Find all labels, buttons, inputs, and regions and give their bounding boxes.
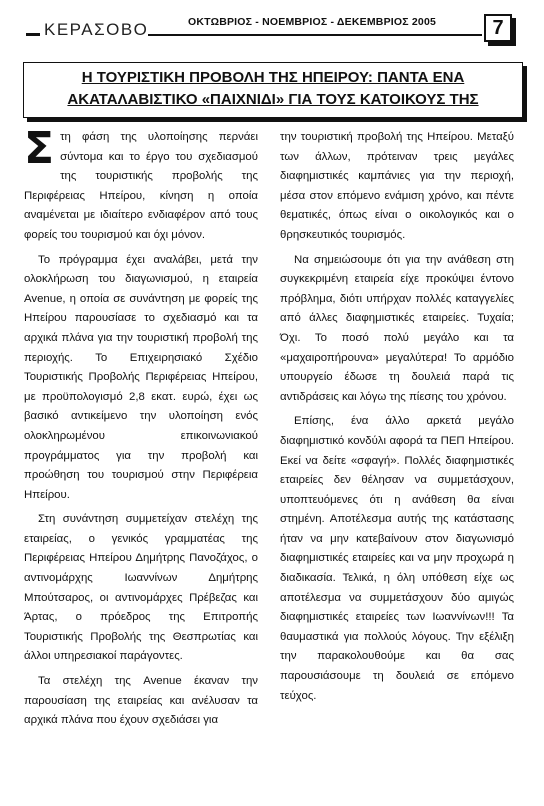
left-column [24, 123, 258, 736]
issue-date: ΟΚΤΩΒΡΙΟΣ - ΝΟΕΜΒΡΙΟΣ - ΔΕΚΕΜΒΡΙΟΣ 2005 [188, 16, 437, 28]
page-number-shadow-bottom [488, 42, 516, 46]
paragraph: Να σημειώσουμε ότι για την ανάθεση στη συγκεκριμένη εταιρεία είχε προκύψει έντονο πρόβλημα, διότι υπήρχαν πολλές καταγγελίες από άλλες διαφημιστικές εταιρείες. Τυχαία; Όχι. Το ποσό πολύ μεγάλο και τα «μαχαιροπήρουνα» μεγαλύτερα! Το αρμόδιο υπουργείο έδωσε τη δουλειά παρά τις αντιδράσεις και λόγω της πίεσης του χρόνου. [280, 253, 514, 403]
header-rule [148, 34, 482, 36]
paragraph: Στη συνάντηση συμμετείχαν στελέχη της εταιρείας, ο γενικός γραμματέας της Περιφέρειας Ηπείρου Δημήτρης Πανοζάχος, ο αντινομάρχης Ιωαννίνων Δημήτρης Μπούτσαρος, οι αντινομάρχες Πρέβεζας και Άρτας, ο πρόεδρος της Επιτροπής Τουριστικής Προβολής της Θεσπρωτίας και άλλοι υπηρεσιακοί παράγοντες. [24, 513, 258, 663]
article-title: Η ΤΟΥΡΙΣΤΙΚΗ ΠΡΟΒΟΛΗ ΤΗΣ ΗΠΕΙΡΟΥ: ΠΑΝΤΑ ΕΝΑ ΑΚΑΤΑΛΑΒΙΣΤΙΚΟ «ΠΑΙΧΝΙΔΙ» ΓΙΑ ΤΟΥΣ ΚΑΤΟΙΚΟΥΣ ΤΗΣ [67, 69, 479, 108]
paragraph: Επίσης, ένα άλλο αρκετά μεγάλο διαφημιστικό κονδύλι αφορά τα ΠΕΠ Ηπείρου. Εκεί να δείτε «σφαγή». Πολλές διαφημιστικές εταιρείες δεν θέλησαν να συμμετάσχουν, υποπτευόμενες ότι η ανάθεση θα είναι στημένη. Αποτέλεσμα αυτής της κατάστασης ήταν να μην κατεβαίνουν στον διαγωνισμό διαφημιστικές εταιρείες και να μην προχωρά η διαδικασία. Τελικά, η όλη υπόθεση είχε ως αποτέλεσμα να συμμετάσχουν δύο αμιγώς διαφημιστικές εταιρείες των Ιωαννίνων!!! Τα θαυμαστικά για πολλούς λόγους. Την εξέλιξη την παρακολουθούμε και θα σας παρουσιάσουμε τη δουλειά σε επόμενο τεύχος. [280, 415, 514, 702]
page-number-shadow [512, 18, 516, 44]
paragraph: Το πρόγραμμα έχει αναλάβει, μετά την ολοκλήρωση του διαγωνισμού, η εταιρεία Avenue, η οποία σε συνάντηση με φορείς της Ηπείρου παρουσίασε το σχεδιασμό και τα αρχικά πλάνα για την τουριστική προβολή της περιοχής. Το Επιχειρησιακό Σχέδιο Τουριστικής Προβολής Περιφέρειας Ηπείρου, με προϋπολογισμό 2,8 εκατ. ευρώ, έχει ως βασικό αντικείμενο την υλοποίηση ενός ολοκληρωμένου επικοινωνιακού προγράμματος για την προβολή και προώθηση του τουρισμού στην Περιφέρεια Ηπείρου. [24, 253, 258, 501]
paragraph: την τουριστική προβολή της Ηπείρου. Μεταξύ των άλλων, πρότειναν τρεις μεγάλες διαφημιστικές καμπάνιες για την περιοχή, μέσα στον επόμενο ενάμιση χρόνο, και πέντε θεματικές, όπως είναι ο οικολογικός και ο θρησκευτικός τουρισμός. [280, 131, 514, 241]
paragraph: Στη φάση της υλοποίησης περνάει σύντομα και το έργο του σχεδιασμού της τουριστικής προβολής της Περιφέρειας Ηπείρου, κίνηση η οποία αναμένεται με ιδιαίτερο ενδιαφέρον από τους φορείς του τουρισμού και όχι μόνον. [24, 123, 258, 241]
page-header [0, 0, 544, 52]
drop-cap: Σ [24, 123, 55, 174]
right-column [280, 128, 514, 711]
page-number: 7 [484, 14, 512, 42]
article-title-box [23, 62, 523, 118]
paragraph: Τα στελέχη της Avenue έκαναν την παρουσίαση της εταιρείας και ανέλυσαν τα αρχικά πλάνα που έχουν σχεδιάσει για [24, 675, 258, 727]
masthead-title: ΚΕΡΑΣΟΒΟ [44, 20, 149, 39]
masthead-bar [26, 33, 40, 36]
